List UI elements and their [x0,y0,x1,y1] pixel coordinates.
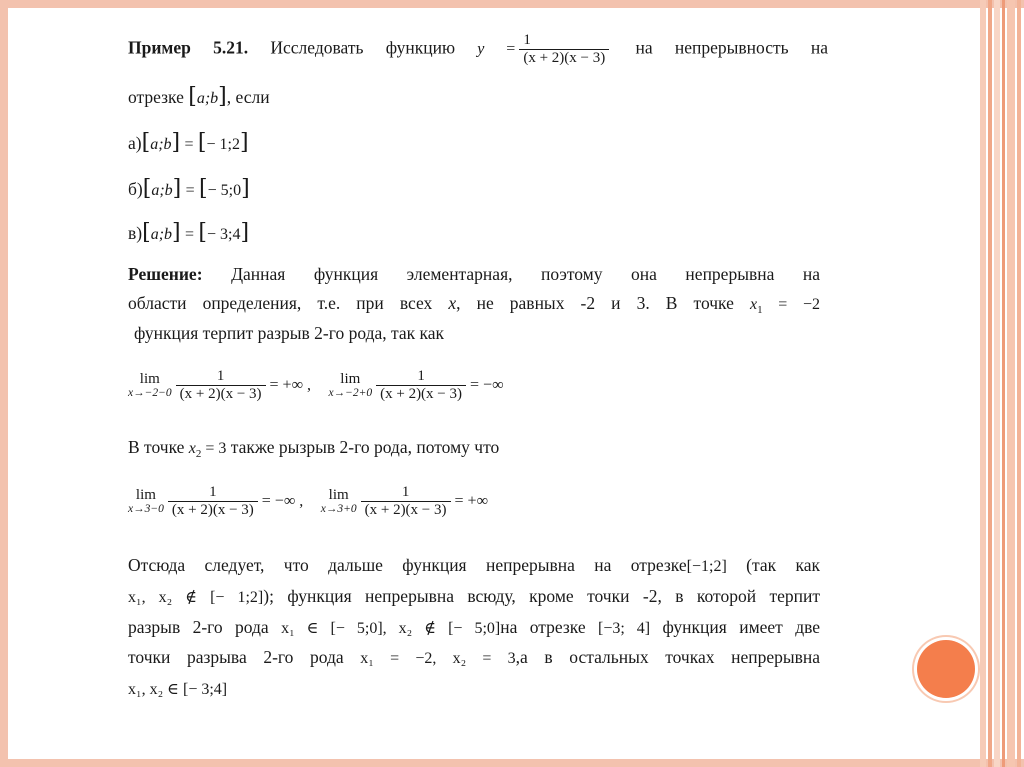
solution-line-1: Решение: Данная функция элементарная, поэтому она непрерывна на [128,264,821,284]
function-fraction: $\frac{1}{(x + 2)(x - 3)}$ [519,32,609,67]
example-label: Пример 5.21. [128,37,249,58]
frame-top-border [0,0,1024,8]
conclusion-line-2: x₁, x₂ ∉ [− 1;2]); функция непрерывна всюду, кроме точки -2, в которой терпит [128,586,821,606]
limits-at-3: lim x→3−0 $\frac{1}{(x + 2)(x - 3)}$ = −∞ , lim x→3+0 $\frac{1}{(x + 2)(x - 3)}$ = +∞ [128,484,488,518]
interval-line: отрезке [a;b], если [128,84,270,109]
frame-bottom-border [0,759,1024,767]
solution-label: Решение: [128,264,203,284]
point-3-line: В точке $x_2 = 3$ также рызрыв 2-го рода, потому что [128,437,500,461]
case-b: б)[a;b] = [− 5;0] [128,176,250,201]
case-a: а)[a;b] = [− 1;2] [128,130,249,155]
limit-left-minus-2: lim x→−2−0 [128,371,172,399]
conclusion-line-3: разрыв 2-го рода x₁ ∈ [− 5;0], x₂ ∉ [− 5;0]на отрезке [−3; 4] функция имеет две [128,617,821,637]
solution-line-2: области определения, т.е. при всех x, не равных -2 и 3. В точке $x_1 = -2$ [128,293,821,317]
case-c: в)[a;b] = [− 3;4] [128,220,250,245]
limits-at-minus-2: lim x→−2−0 $\frac{1}{(x + 2)(x - 3)}$ = +∞ , lim x→−2+0 $\frac{1}{(x + 2)(x - 3)}$ = −∞ [128,368,504,402]
solution-line-3: функция терпит разрыв 2-го рода, так как [134,323,445,343]
conclusion-line-5: x₁, x₂ ∈ [− 3;4] [128,681,228,698]
conclusion-line-1: Отсюда следует, что дальше функция непрерывна на отрезке[−1;2] (так как [128,555,820,575]
example-heading: Пример 5.21. Исследовать функцию y = $\frac{1}{(x + 2)(x - 3)}$ на непрерывность на [128,32,829,66]
limit-right-minus-2: lim x→−2+0 [328,371,373,399]
limit-left-3: lim x→3−0 [128,487,164,515]
limit-right-3: lim x→3+0 [320,487,357,515]
decorative-stripes [980,0,1024,767]
frame-left-border [0,0,8,767]
conclusion-line-4: точки разрыва 2-го рода x₁ = −2, x₂ = 3,а в остальных точках непрерывна [128,647,820,667]
orange-circle-decoration [917,640,975,698]
